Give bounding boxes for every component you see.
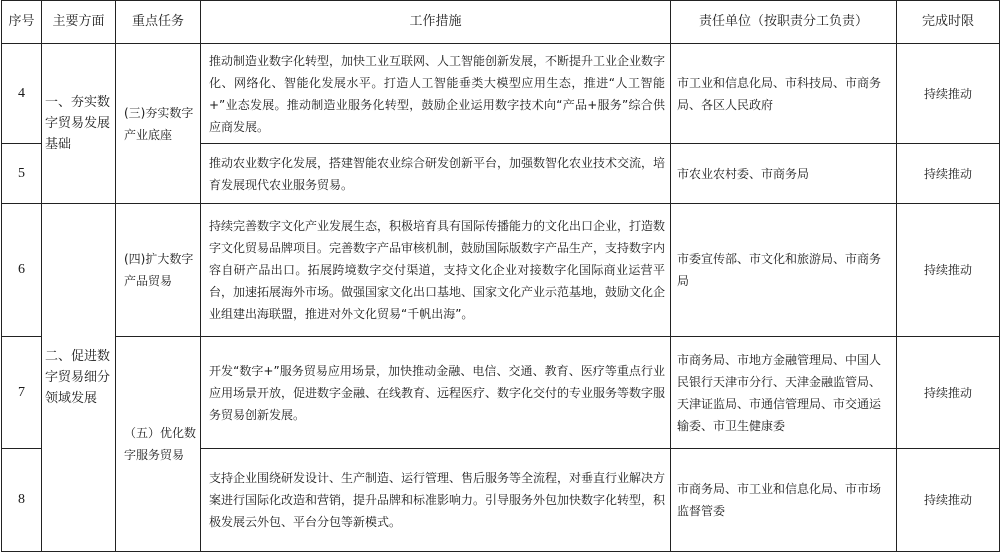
measures-cell: 开发“数字+”服务贸易应用场景，加快推动金融、电信、交通、教育、医疗等重点行业应用场景开放，促进数字金融、在线教育、远程医疗、数字化交付的专业服务等数字服务贸易创新发展。 bbox=[201, 337, 671, 449]
header-task: 重点任务 bbox=[116, 1, 201, 44]
measures-cell: 推动制造业数字化转型，加快工业互联网、人工智能创新发展，不断提升工业企业数字化、网络化、智能化发展水平。打造人工智能垂类大模型应用生态，推进“人工智能+”业态发展。推动制造业服务化转型，鼓励企业运用数字技术向“产品+服务”综合供应商发展。 bbox=[201, 44, 671, 144]
tasks-table bbox=[1, 0, 1000, 552]
aspect-cell: 二、促进数字贸易细分领域发展 bbox=[42, 204, 116, 552]
task-cell: （五）优化数字服务贸易 bbox=[116, 337, 201, 552]
task-cell: (四)扩大数字产品贸易 bbox=[116, 204, 201, 337]
deadline-cell: 持续推动 bbox=[897, 337, 1000, 449]
aspect-cell: 一、夯实数字贸易发展基础 bbox=[42, 44, 116, 204]
table-body bbox=[2, 44, 1000, 552]
row-number: 4 bbox=[2, 44, 42, 144]
row-number: 5 bbox=[2, 144, 42, 204]
units-cell: 市农业农村委、市商务局 bbox=[671, 144, 897, 204]
measures-cell: 持续完善数字文化产业发展生态，积极培育具有国际传播能力的文化出口企业，打造数字文化贸易品牌项目。完善数字产品审核机制，鼓励国际版数字产品生产，支持数字内容自研产品出口。拓展跨境数字交付渠道，支持文化企业对接数字化国际商业运营平台，加速拓展海外市场。做强国家文化出口基地、国家文化产业示范基地，鼓励文化企业组建出海联盟，推进对外文化贸易“千帆出海”。 bbox=[201, 204, 671, 337]
header-aspect: 主要方面 bbox=[42, 1, 116, 44]
measures-cell: 推动农业数字化发展，搭建智能农业综合研发创新平台，加强数智化农业技术交流，培育发展现代农业服务贸易。 bbox=[201, 144, 671, 204]
deadline-cell: 持续推动 bbox=[897, 144, 1000, 204]
row-number: 7 bbox=[2, 337, 42, 449]
units-cell: 市商务局、市工业和信息化局、市市场监督管委 bbox=[671, 449, 897, 552]
deadline-cell: 持续推动 bbox=[897, 204, 1000, 337]
table-row bbox=[2, 204, 1000, 337]
header-seq: 序号 bbox=[2, 1, 42, 44]
deadline-cell: 持续推动 bbox=[897, 449, 1000, 552]
row-number: 8 bbox=[2, 449, 42, 552]
table-row bbox=[2, 337, 1000, 449]
header-units: 责任单位（按职责分工负责） bbox=[671, 1, 897, 44]
deadline-cell: 持续推动 bbox=[897, 44, 1000, 144]
task-cell: (三)夯实数字产业底座 bbox=[116, 44, 201, 204]
units-cell: 市商务局、市地方金融管理局、中国人民银行天津市分行、天津金融监管局、天津证监局、市通信管理局、市交通运输委、市卫生健康委 bbox=[671, 337, 897, 449]
units-cell: 市委宣传部、市文化和旅游局、市商务局 bbox=[671, 204, 897, 337]
units-cell: 市工业和信息化局、市科技局、市商务局、各区人民政府 bbox=[671, 44, 897, 144]
header-measures: 工作措施 bbox=[201, 1, 671, 44]
measures-cell: 支持企业围绕研发设计、生产制造、运行管理、售后服务等全流程，对垂直行业解决方案进行国际化改造和营销，提升品牌和标准影响力。引导服务外包加快数字化转型，积极发展云外包、平台分包等新模式。 bbox=[201, 449, 671, 552]
row-number: 6 bbox=[2, 204, 42, 337]
table-header bbox=[2, 1, 1000, 44]
table-row bbox=[2, 44, 1000, 144]
header-deadline: 完成时限 bbox=[897, 1, 1000, 44]
